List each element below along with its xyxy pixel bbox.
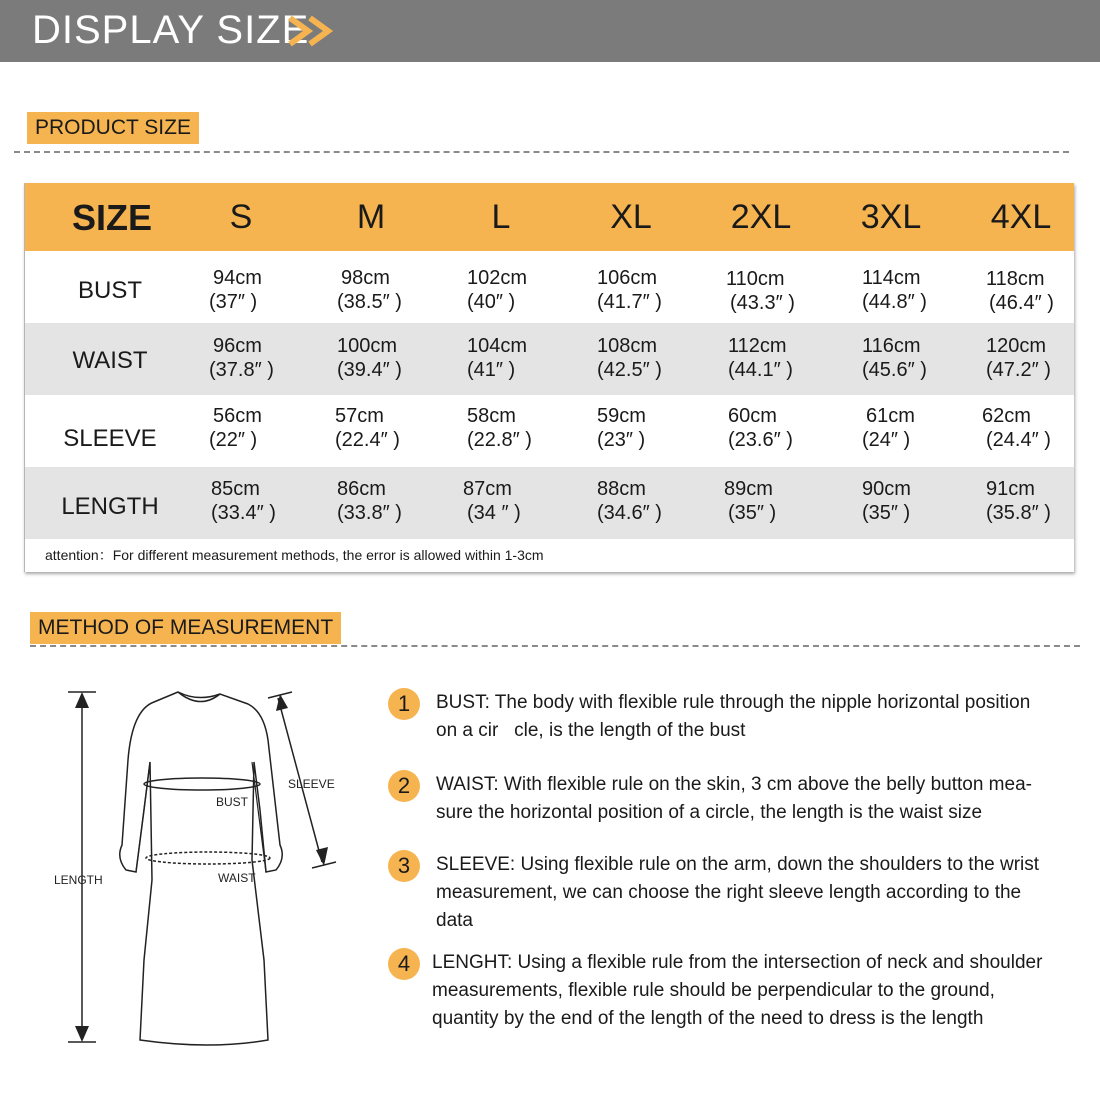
table-cell: 86cm (33.8″ ) — [337, 478, 402, 524]
table-cell: 88cm (34.6″ ) — [597, 478, 662, 524]
table-cell: 56cm (22″ ) — [209, 405, 262, 451]
waist-label: WAIST — [218, 871, 256, 885]
table-cell: 85cm (33.4″ ) — [211, 478, 276, 524]
table-cell: 104cm (41″ ) — [467, 335, 528, 381]
table-cell: 112cm (44.1″ ) — [728, 335, 793, 381]
table-cell: 58cm (22.8″ ) — [467, 405, 532, 451]
table-cell: 90cm (35″ ) — [862, 478, 911, 524]
table-cell: 114cm (44.8″ ) — [862, 267, 927, 313]
size-header-4xl: 4XL — [990, 198, 1052, 236]
table-cell: 102cm (40″ ) — [467, 267, 528, 313]
bust-label: BUST — [216, 795, 249, 809]
table-cell: 116cm (45.6″ ) — [862, 335, 927, 381]
step-description-sleeve: SLEEVE: Using flexible rule on the arm, down the shoulders to the wrist measurement, we can choose the right sleeve length according to the data — [436, 854, 1040, 931]
double-chevron-right-icon — [286, 14, 340, 48]
sleeve-label: SLEEVE — [288, 777, 335, 791]
section-divider — [30, 645, 1080, 647]
step-description-length: LENGHT: Using a flexible rule from the intersection of neck and shoulder measurements, flexible rule should be perpendicular to the ground, quantity by the end of the length of the need to dress is the length — [432, 952, 1043, 1029]
step-badge-1: 1 — [388, 688, 420, 720]
step-badge-4: 4 — [388, 948, 420, 980]
page-title: DISPLAY SIZE — [32, 8, 310, 52]
size-header-m: M — [356, 198, 386, 236]
size-header-3xl: 3XL — [860, 198, 922, 236]
table-row-bust — [25, 251, 1074, 323]
product-size-label: PRODUCT SIZE — [27, 112, 199, 144]
table-cell: 57cm (22.4″ ) — [335, 405, 400, 451]
table-row-length — [25, 467, 1074, 539]
row-label-waist: WAIST — [72, 347, 148, 374]
size-header-l: L — [491, 198, 511, 236]
table-cell: 91cm (35.8″ ) — [986, 478, 1051, 524]
size-column-header: SIZE — [71, 197, 152, 238]
table-cell: 61cm (24″ ) — [862, 405, 915, 451]
row-label-length: LENGTH — [61, 493, 159, 520]
table-cell: 60cm (23.6″ ) — [728, 405, 793, 451]
row-label-sleeve: SLEEVE — [63, 425, 157, 452]
header-bar — [0, 0, 1100, 62]
section-divider — [14, 151, 1069, 153]
table-cell: 120cm (47.2″ ) — [986, 335, 1051, 381]
table-cell: 59cm (23″ ) — [597, 405, 646, 451]
table-header-row — [25, 183, 1074, 251]
table-row-sleeve — [25, 395, 1074, 467]
size-header-xl: XL — [610, 198, 652, 236]
size-header-s: S — [229, 198, 253, 236]
table-cell: 62cm (24.4″ ) — [982, 405, 1051, 451]
step-description-bust: BUST: The body with flexible rule through the nipple horizontal position on a cir cle, is the length of the bust — [436, 692, 1031, 741]
table-row-waist — [25, 323, 1074, 395]
table-cell: 94cm (37″ ) — [209, 267, 262, 313]
table-cell: 87cm (34 ″ ) — [463, 478, 521, 524]
method-label: METHOD OF MEASUREMENT — [30, 612, 341, 644]
table-cell: 100cm (39.4″ ) — [337, 335, 402, 381]
step-description-waist: WAIST: With flexible rule on the skin, 3 cm above the belly button mea- sure the horizontal position of a circle, the length is the waist size — [436, 774, 1032, 823]
step-badge-3: 3 — [388, 850, 420, 882]
table-cell: 118cm (46.4″ ) — [986, 268, 1054, 314]
attention-note: attention：For different measurement methods, the error is allowed within 1-3cm — [45, 547, 544, 563]
size-header-2xl: 2XL — [730, 198, 792, 236]
table-cell: 106cm (41.7″ ) — [597, 267, 662, 313]
table-cell: 98cm (38.5″ ) — [337, 267, 402, 313]
step-badge-2: 2 — [388, 770, 420, 802]
table-cell: 96cm (37.8″ ) — [209, 335, 274, 381]
table-cell: 108cm (42.5″ ) — [597, 335, 662, 381]
dress-outline — [120, 692, 283, 1045]
row-label-bust: BUST — [77, 277, 142, 304]
length-label: LENGTH — [54, 873, 103, 887]
table-cell: 89cm (35″ ) — [724, 478, 777, 524]
table-cell: 110cm (43.3″ ) — [726, 268, 795, 314]
dress-measurement-diagram — [40, 680, 360, 1090]
size-table — [24, 183, 1074, 572]
